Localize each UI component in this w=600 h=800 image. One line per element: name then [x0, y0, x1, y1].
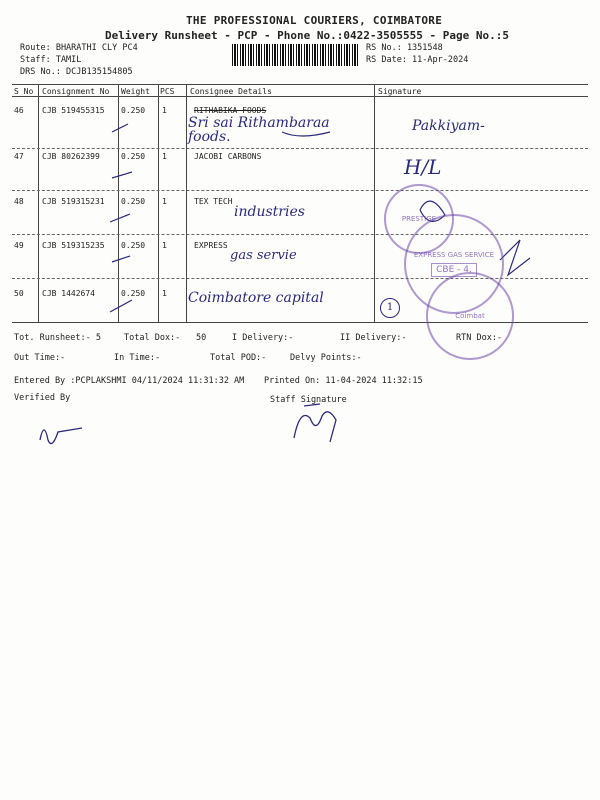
- row-handwritten-consignee: industries: [234, 204, 305, 220]
- total-pod: Total POD:-: [210, 353, 267, 363]
- row-signature: Pakkiyam-: [412, 118, 485, 134]
- row-weight: 0.250: [121, 152, 146, 161]
- row-sno: 47: [14, 152, 24, 161]
- row-sno: 50: [14, 289, 24, 298]
- drs-label: DRS No.: DCJB135154805: [20, 67, 133, 77]
- total-dox-label: Total Dox:-: [124, 333, 181, 343]
- rs-date-label: RS Date: 11-Apr-2024: [366, 55, 469, 65]
- ii-delivery: II Delivery:-: [340, 333, 407, 343]
- row-consignment: CJB 519455315: [42, 106, 105, 115]
- out-time: Out Time:-: [14, 353, 66, 363]
- entered-by: Entered By :PCPLAKSHMI 04/11/2024 11:31:32 AM: [14, 376, 245, 386]
- row-weight: 0.250: [121, 241, 146, 250]
- row-pcs: 1: [162, 106, 167, 115]
- in-time: In Time:-: [114, 353, 161, 363]
- i-delivery: I Delivery:-: [232, 333, 294, 343]
- rs-no-label: RS No.: 1351548: [366, 43, 443, 53]
- runsheet-subtitle: Delivery Runsheet - PCP - Phone No.:0422-3505555 - Page No.:5: [105, 29, 509, 42]
- col-consignee: Consignee Details: [190, 87, 272, 96]
- tot-runsheet: Tot. Runsheet:- 5: [14, 333, 101, 343]
- row-consignee: JACOBI CARBONS: [194, 152, 262, 161]
- delvy-points: Delvy Points:-: [290, 353, 362, 363]
- row-handwritten-consignee: gas servie: [230, 248, 297, 263]
- staff-signature-label: Staff Signature: [270, 395, 347, 405]
- pen-tick-marks: [0, 0, 600, 330]
- row-consignee: RITHABIKA FOODS: [194, 106, 267, 115]
- row-pcs: 1: [162, 241, 167, 250]
- stamp-prestige: PRESTIGE: [384, 184, 454, 254]
- row-signature: H/L: [404, 155, 442, 179]
- total-dox-value: 50: [196, 333, 207, 343]
- col-pcs: PCS: [160, 87, 175, 96]
- row-sno: 46: [14, 106, 24, 115]
- row-weight: 0.250: [121, 106, 146, 115]
- row-handwritten-consignee: Sri sai Rithambaraa foods.: [188, 115, 330, 145]
- row-weight: 0.250: [121, 197, 146, 206]
- stamp-express-gas: EXPRESS GAS SERVICE CBE - 4.: [404, 214, 504, 314]
- row-pcs: 1: [162, 289, 167, 298]
- row-sno: 49: [14, 241, 24, 250]
- row-consignee: TEX TECH: [194, 197, 233, 206]
- rtn-dox: RTN Dox:-: [456, 333, 503, 343]
- staff-signature: [290, 398, 360, 448]
- staff-label: Staff: TAMIL: [20, 55, 82, 65]
- printed-on: Printed On: 11-04-2024 11:32:15: [264, 376, 423, 386]
- company-title: THE PROFESSIONAL COURIERS, COIMBATORE: [186, 14, 443, 27]
- row-weight: 0.250: [121, 289, 146, 298]
- row-handwritten-consignee: Coimbatore capital: [188, 290, 324, 306]
- row-consignee: EXPRESS: [194, 241, 228, 250]
- route-label: Route: BHARATHI CLY PC4: [20, 43, 138, 53]
- verified-by: Verified By: [14, 393, 71, 403]
- row-consignment: CJB 519315231: [42, 197, 105, 206]
- col-signature: Signature: [378, 87, 422, 96]
- row-consignment: CJB 519315235: [42, 241, 105, 250]
- col-sno: S No: [14, 87, 34, 96]
- verified-signature: [34, 410, 94, 450]
- row-consignment: CJB 80262399: [42, 152, 100, 161]
- row-sno: 48: [14, 197, 24, 206]
- col-consignment: Consignment No: [42, 87, 110, 96]
- row-pcs: 1: [162, 197, 167, 206]
- row-pcs: 1: [162, 152, 167, 161]
- circled-one-mark: 1: [380, 298, 400, 318]
- col-weight: Weight: [121, 87, 150, 96]
- stamp-coimbatore: Coimbat: [426, 272, 514, 360]
- row-consignment: CJB 1442674: [42, 289, 95, 298]
